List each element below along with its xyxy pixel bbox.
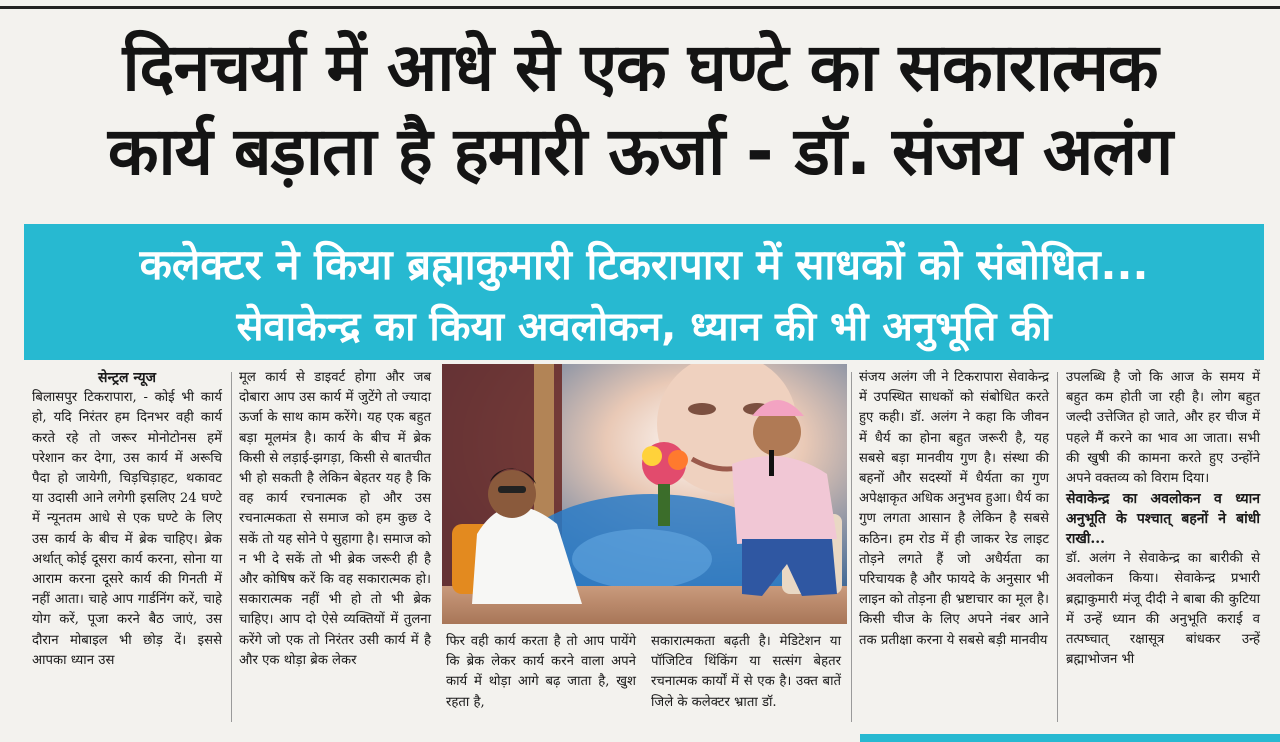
article-column-3a bbox=[446, 632, 636, 713]
column-divider bbox=[1057, 372, 1058, 722]
column-1-text: बिलासपुर टिकरापारा, - कोई भी कार्य हो, यदि निरंतर हम दिनभर वही कार्य करते रहे तो जरूर मोनोटोनस हमें परेशान कर देगा, उस कार्य में अरूचि पैदा हो जायेगी, चिड़चिड़ाहट, थकावट या उदासी आने लगेगी इसलिए 24 घण्टे में न्यूनतम आधे से एक घण्टे के लिए उस कार्य के बीच में ब्रेक चाहिए। ब्रेक अर्थात् कोई दूसरा कार्य करना, सोना या आराम करना दूसरे कार्य की गिनती में नहीं आता। चाहे आप गार्डनिंग करें, चाहे योग करें, पूजा करने बैठ जाएं, उस दौरान मोबाइल भी छोड़ दें। इससे आपका ध्यान उस bbox=[32, 390, 222, 668]
event-photo bbox=[442, 364, 847, 624]
headline bbox=[0, 26, 1280, 194]
column-divider bbox=[851, 372, 852, 722]
article-column-1 bbox=[32, 368, 222, 671]
article-column-4 bbox=[859, 368, 1049, 651]
column-5-text-1: उपलब्धि है जो कि आज के समय में बहुत कम होती जा रही है। लोग बहुत जल्दी उत्तेजित हो जाते, और हर चीज में पहले मैं करने का भाव आ जाता। सभी की खुषी की कामना करते हुए उन्होंने अपने वक्तव्य को विराम दिया। bbox=[1066, 370, 1260, 487]
article-column-5 bbox=[1066, 368, 1260, 670]
top-rule bbox=[0, 6, 1280, 9]
article-column-2 bbox=[239, 368, 431, 671]
banner-line-1: कलेक्टर ने किया ब्रह्माकुमारी टिकरापारा में साधकों को संबोधित... bbox=[139, 240, 1149, 289]
column-4-text: संजय अलंग जी ने टिकरापारा सेवाकेन्द्र में उपस्थित साधकों को संबोधित करते हुए कही। डॉ. अलंग ने कहा कि जीवन में धैर्य का होना बहुत जरूरी है, यह सबसे बड़ा मानवीय गुण है। संस्था की बहनों और सदस्यों में धैर्यता का गुण अपेक्षाकृत अधिक अनुभव हुआ। धैर्य का गुण लगता आसान है लेकिन है सबसे कठिन। हम रोड में ही जाकर रेड लाइट तोड़ने लगते हैं जो अधैर्यता का परिचायक है और फायदे के अनुसार भी लाइन को तोड़ना ही भ्रष्टाचार का मूल है। किसी चीज के लिए अपने नंबर आने तक प्रतीक्षा करना ये सबसे बड़ी मानवीय bbox=[859, 370, 1049, 648]
banner-line-2: सेवाकेन्द्र का किया अवलोकन, ध्यान की भी अनुभूति की bbox=[236, 304, 1052, 350]
bottom-color-band bbox=[860, 734, 1280, 742]
section-subheading: सेवाकेन्द्र का अवलोकन व ध्यान अनुभूति के पश्चात् बहनों ने बांधी राखी... bbox=[1066, 491, 1260, 548]
column-3a-text: फिर वही कार्य करता है तो आप पायेंगे कि ब्रेक लेकर कार्य करने वाला अपने कार्य में थोड़ा आगे बढ़ जाता है, खुश रहता है, bbox=[446, 634, 636, 710]
column-2-text: मूल कार्य से डाइवर्ट होगा और जब दोबारा आप उस कार्य में जुटेंगे तो ज्यादा ऊर्जा के साथ काम करेंगे। यह एक बहुत बड़ा मूलमंत्र है। कार्य के बीच में ब्रेक किसी से लड़ाई-झगड़ा, किसी से बातचीत भी हो सकती है लेकिन बेहतर यह है कि वह कार्य रचनात्मक हो और उस रचनात्मकता से समाज को हम कुछ दे सकें तो यह सोने पे सुहागा है। समाज को न भी दे सकें तो भी ब्रेक जरूरी ही है और कोषिष करें कि वह सकारात्मक हो। सकारात्मक नहीं भी हो तो भी ब्रेक चाहिए। आप दो ऐसे व्यक्तियों में तुलना करेंगे जो एक तो निरंतर उसी कार्य में है और एक थोड़ा ब्रेक लेकर bbox=[239, 370, 431, 668]
subheadline-banner bbox=[24, 224, 1264, 360]
headline-line-1: दिनचर्या में आधे से एक घण्टे का सकारात्मक bbox=[122, 29, 1158, 106]
article-column-3b bbox=[651, 632, 841, 713]
column-3b-text: सकारात्मकता बढ़ती है। मेडिटेशन या पॉजिटिव थिंकिंग या सत्संग बेहतर रचनात्मक कार्यों में से एक है। उक्त बातें जिले के कलेक्टर भ्राता डॉ. bbox=[651, 634, 841, 710]
column-divider bbox=[231, 372, 232, 722]
column-5-text-2: डॉ. अलंग ने सेवाकेन्द्र का बारीकी से अवलोकन किया। सेवाकेन्द्र प्रभारी ब्रह्माकुमारी मंजू दीदी ने बाबा की कुटिया में उन्हें ध्यान की अनुभूति कराई व तत्पष्चात् रक्षासूत्र बांधकर उन्हें ब्रह्माभोजन भी bbox=[1066, 551, 1260, 668]
event-photo-illustration bbox=[442, 364, 847, 624]
byline: सेन्ट्रल न्यूज bbox=[98, 370, 156, 386]
headline-line-2: कार्य बड़ाता है हमारी ऊर्जा - डॉ. संजय अलंग bbox=[107, 113, 1173, 190]
